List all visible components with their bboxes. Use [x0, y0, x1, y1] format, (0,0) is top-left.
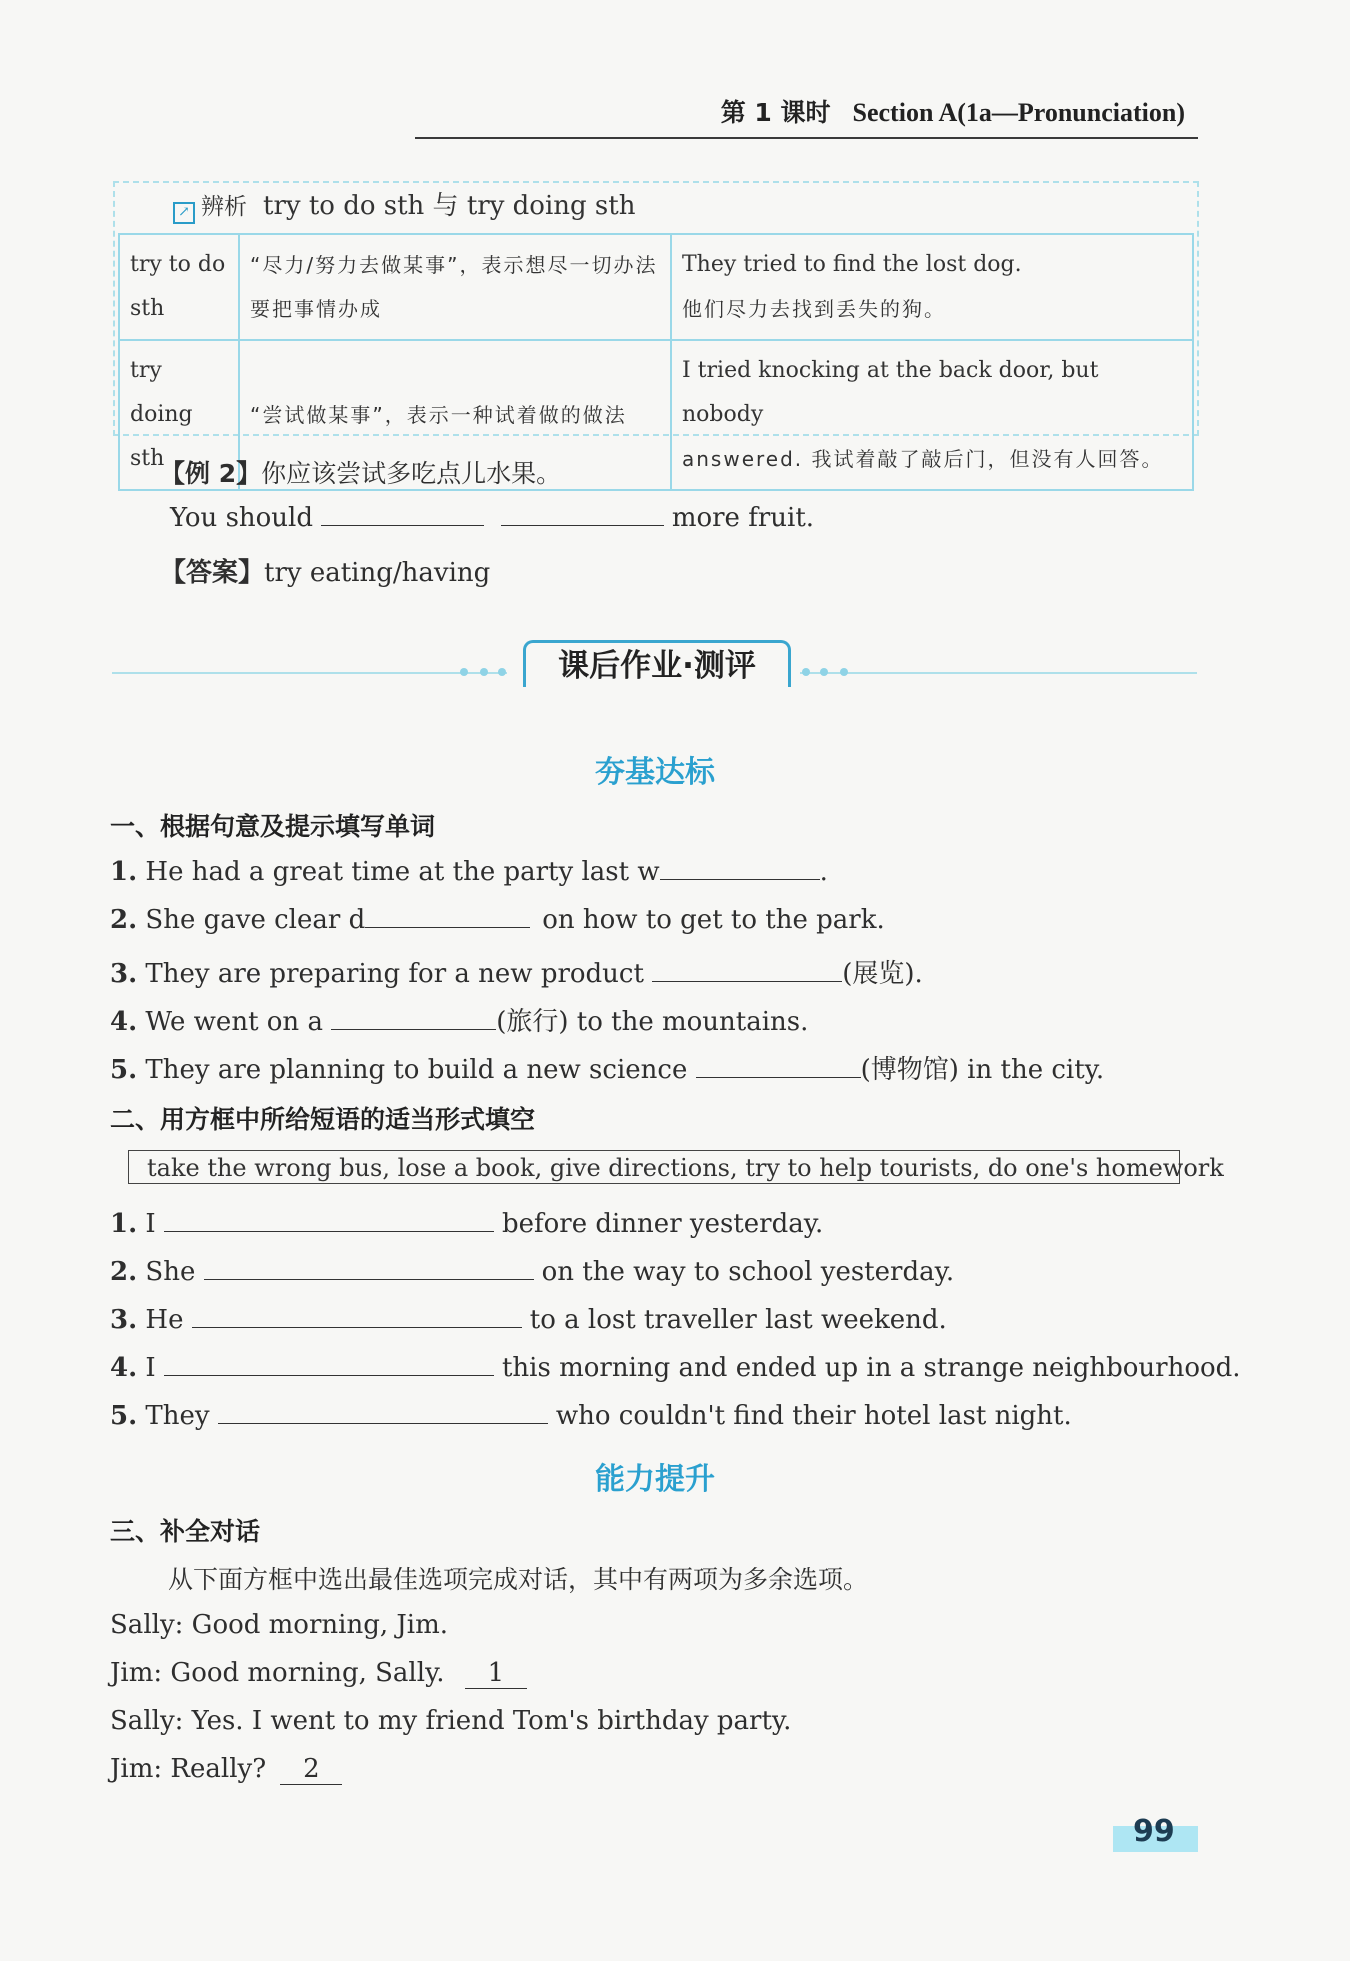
item-number: 5.: [110, 1055, 138, 1085]
part1-item: [110, 905, 885, 935]
part2-item: [110, 1209, 823, 1239]
banner-rule-left: [112, 672, 507, 674]
item-before: He: [145, 1305, 184, 1335]
answer-text: try eating/having: [264, 558, 491, 588]
item-number: 2.: [110, 1257, 138, 1287]
example-cn: answered. 我试着敲了敲后门，但没有人回答。: [682, 447, 1164, 471]
meaning-cell: “尽力/努力去做某事”，表示想尽一切办法要把事情办成: [239, 234, 671, 340]
sentence-start: You should: [170, 503, 314, 533]
item-before: I: [145, 1209, 156, 1239]
fill-blank[interactable]: [365, 905, 530, 928]
fill-blank[interactable]: [218, 1401, 548, 1424]
item-before: They: [145, 1401, 210, 1431]
item-before: He had a great time at the party last w: [145, 857, 660, 887]
phrase-box: take the wrong bus, lose a book, give directions, try to help tourists, do one's homework: [128, 1150, 1180, 1184]
item-after: .: [819, 857, 828, 887]
answer-blank-2[interactable]: [501, 503, 664, 526]
example-cell: [671, 234, 1193, 340]
fill-blank[interactable]: [192, 1305, 522, 1328]
analysis-tag: 辨析: [201, 194, 247, 220]
meaning-cell: “尝试做某事”，表示一种试着做的做法: [239, 340, 671, 490]
item-number: 3.: [110, 1305, 138, 1335]
term-cell: try to do sth: [119, 234, 239, 340]
header-rule: [415, 137, 1198, 139]
fill-blank[interactable]: [696, 1055, 861, 1078]
dot-decoration: [840, 668, 848, 676]
dot-decoration: [820, 668, 828, 676]
dialogue-line: [110, 1754, 342, 1785]
item-number: 4.: [110, 1007, 138, 1037]
item-after: on how to get to the park.: [542, 905, 885, 935]
dot-decoration: [460, 668, 468, 676]
answer-blank-1[interactable]: [321, 503, 484, 526]
fill-blank[interactable]: [164, 1353, 494, 1376]
speaker: Jim:: [110, 1754, 163, 1784]
item-before: They are planning to build a new science: [145, 1055, 688, 1085]
part2-item: [110, 1353, 1241, 1383]
example-prompt: [160, 454, 561, 490]
section-label: Section A(1a—Pronunciation): [852, 98, 1185, 127]
table-row: [119, 234, 1193, 340]
item-after: who couldn't find their hotel last night.: [555, 1401, 1072, 1431]
fill-blank[interactable]: [331, 1007, 496, 1030]
item-after: (博物馆) in the city.: [860, 1055, 1105, 1085]
speaker: Jim:: [110, 1658, 163, 1688]
part1-item: [110, 1049, 1104, 1086]
dialogue-line: [110, 1658, 527, 1689]
speaker: Sally:: [110, 1610, 184, 1640]
item-after: on the way to school yesterday.: [541, 1257, 955, 1287]
page-number-badge: [1113, 1814, 1198, 1852]
part2-item: [110, 1257, 954, 1287]
banner-rule-right: [800, 672, 1197, 674]
analysis-title: [173, 185, 635, 224]
dialogue-line: [110, 1610, 448, 1640]
dot-decoration: [802, 668, 810, 676]
dialogue-text: Yes. I went to my friend Tom's birthday party.: [191, 1706, 792, 1736]
part2-heading: 二、用方框中所给短语的适当形式填空: [110, 1105, 536, 1134]
section-title-advanced: 能力提升: [595, 1462, 715, 1497]
arrow-icon: ↗: [173, 202, 195, 224]
example-label: 【例 2】: [160, 459, 262, 488]
dot-decoration: [498, 668, 506, 676]
item-after: this morning and ended up in a strange neighbourhood.: [501, 1353, 1241, 1383]
part1-heading: 一、根据句意及提示填写单词: [110, 812, 436, 841]
lesson-label: 第 1 课时: [720, 98, 831, 127]
sentence-end: more fruit.: [671, 503, 815, 533]
item-number: 1.: [110, 1209, 138, 1239]
part3-instruction: 从下面方框中选出最佳选项完成对话，其中有两项为多余选项。: [168, 1565, 869, 1594]
part3-heading: 三、补全对话: [110, 1517, 261, 1546]
item-after: before dinner yesterday.: [501, 1209, 824, 1239]
example-en: They tried to find the lost dog.: [682, 252, 1022, 277]
dialogue-text: Good morning, Sally.: [170, 1658, 445, 1688]
answer-label: 【答案】: [160, 558, 265, 588]
item-number: 3.: [110, 959, 138, 989]
example-sentence: [170, 503, 814, 533]
dialogue-blank[interactable]: 2: [280, 1754, 342, 1785]
dialogue-text: Good morning, Jim.: [191, 1610, 449, 1640]
fill-blank[interactable]: [164, 1209, 494, 1232]
example-cell: [671, 340, 1193, 490]
item-before: She gave clear d: [145, 905, 366, 935]
part2-item: [110, 1401, 1072, 1431]
item-after: to a lost traveller last weekend.: [529, 1305, 947, 1335]
homework-banner: 课后作业·测评: [523, 640, 791, 687]
dialogue-blank[interactable]: 1: [465, 1658, 527, 1689]
part1-item: [110, 1001, 808, 1038]
example-prompt-text: 你应该尝试多吃点儿水果。: [261, 459, 562, 488]
item-number: 1.: [110, 857, 138, 887]
item-before: She: [145, 1257, 196, 1287]
item-after: (旅行) to the mountains.: [496, 1007, 809, 1037]
fill-blank[interactable]: [204, 1257, 534, 1280]
item-number: 2.: [110, 905, 138, 935]
example-cn: 他们尽力去找到丢失的狗。: [682, 297, 946, 321]
section-title-basic: 夯基达标: [595, 755, 715, 790]
term-cell: try doing sth: [119, 340, 239, 490]
example-en: I tried knocking at the back door, but nobody: [682, 358, 1099, 427]
dialogue-text: Really?: [170, 1754, 267, 1784]
item-number: 5.: [110, 1401, 138, 1431]
part2-item: [110, 1305, 947, 1335]
page-number: 99: [1133, 1814, 1175, 1849]
fill-blank[interactable]: [660, 857, 820, 880]
analysis-heading: try to do sth 与 try doing sth: [263, 191, 636, 221]
item-before: They are preparing for a new product: [145, 959, 644, 989]
item-after: (展览).: [842, 959, 923, 989]
example-answer: [160, 552, 490, 589]
dialogue-line: [110, 1706, 791, 1736]
fill-blank[interactable]: [652, 959, 842, 982]
item-before: We went on a: [145, 1007, 323, 1037]
item-number: 4.: [110, 1353, 138, 1383]
dot-decoration: [480, 668, 488, 676]
page-header: [721, 93, 1185, 129]
part1-item: [110, 953, 923, 990]
analysis-table: [118, 233, 1194, 491]
part1-item: [110, 857, 828, 887]
item-before: I: [145, 1353, 156, 1383]
speaker: Sally:: [110, 1706, 184, 1736]
